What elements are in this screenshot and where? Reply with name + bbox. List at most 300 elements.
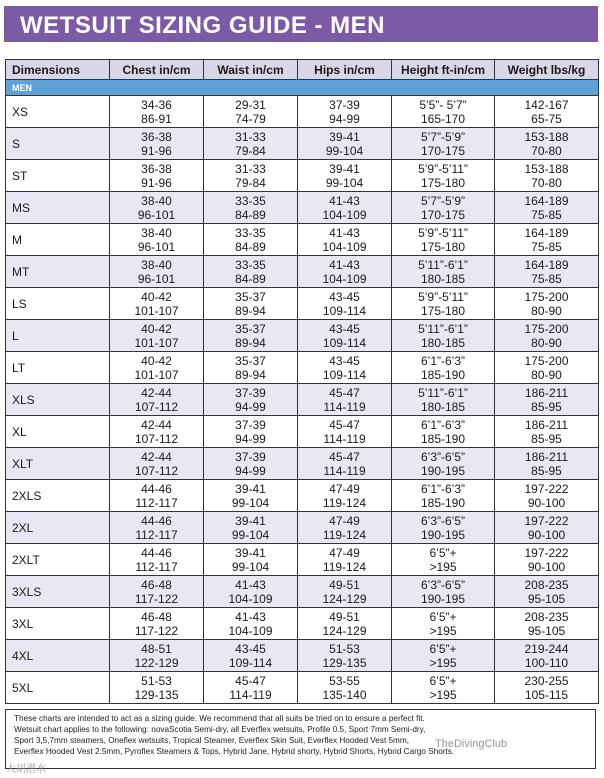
weight-imperial: 197-222 (524, 545, 569, 560)
height-cell (392, 352, 495, 384)
hips-metric: 114-119 (323, 399, 366, 414)
size-label: 3XL (6, 608, 110, 640)
watermark-right: TheDivingClub (435, 738, 508, 750)
waist-cell (204, 384, 298, 416)
hips-imperial: 43-45 (329, 353, 360, 368)
hips-cell (298, 416, 392, 448)
chest-imperial: 46-48 (141, 577, 172, 592)
note-line: These charts are intended to act as a sizing guide. We recommend that all suits be tried on to ensure a perfect fit. (14, 714, 425, 723)
height-imperial: 6’1”-6’3” (420, 481, 465, 496)
weight-cell (495, 320, 599, 352)
hips-metric: 99-104 (325, 175, 364, 190)
table-row (6, 352, 599, 384)
hips-imperial: 47-49 (329, 545, 360, 560)
chest-cell (110, 256, 204, 288)
chest-metric: 96-101 (137, 271, 176, 286)
waist-imperial: 33-35 (235, 193, 266, 208)
weight-imperial: 153-188 (524, 129, 569, 144)
chest-metric: 91-96 (141, 175, 172, 190)
size-label: LS (6, 288, 110, 320)
chest-metric: 107-112 (134, 463, 179, 478)
weight-imperial: 208-235 (524, 609, 569, 624)
waist-cell (204, 256, 298, 288)
waist-metric: 79-84 (235, 143, 266, 158)
weight-metric: 90-100 (527, 495, 566, 510)
chest-imperial: 51-53 (141, 673, 172, 688)
waist-metric: 84-89 (235, 207, 266, 222)
weight-cell (495, 192, 599, 224)
height-cell (392, 544, 495, 576)
waist-cell (204, 544, 298, 576)
chest-imperial: 40-42 (141, 353, 172, 368)
hips-cell (298, 160, 392, 192)
table-row (6, 320, 599, 352)
table-row (6, 576, 599, 608)
height-metric: 175-180 (420, 239, 466, 254)
weight-metric: 105-115 (524, 687, 569, 702)
weight-cell (495, 640, 599, 672)
height-imperial: 5’9”-5’11” (418, 289, 468, 304)
hips-imperial: 45-47 (329, 417, 360, 432)
height-cell (392, 416, 495, 448)
size-label: 2XLT (6, 544, 110, 576)
hips-imperial: 51-53 (329, 641, 360, 656)
chest-cell (110, 384, 204, 416)
hips-cell (298, 480, 392, 512)
height-imperial: 6’1”-6’3” (420, 353, 465, 368)
height-imperial: 5’11”-6’1” (418, 385, 468, 400)
weight-cell (495, 384, 599, 416)
size-label: 4XL (6, 640, 110, 672)
chest-cell (110, 160, 204, 192)
weight-cell (495, 512, 599, 544)
weight-metric: 75-85 (531, 239, 562, 254)
waist-imperial: 43-45 (235, 641, 266, 656)
waist-imperial: 41-43 (235, 609, 266, 624)
weight-imperial: 230-255 (524, 673, 569, 688)
hips-cell (298, 672, 392, 704)
height-imperial: 5’11”-6’1” (418, 321, 468, 336)
height-cell (392, 192, 495, 224)
hips-imperial: 47-49 (329, 513, 360, 528)
hips-cell (298, 128, 392, 160)
chest-imperial: 36-38 (141, 129, 172, 144)
hips-metric: 109-114 (322, 303, 367, 318)
chest-imperial: 40-42 (141, 321, 172, 336)
waist-metric: 94-99 (235, 431, 266, 446)
height-metric: 185-190 (420, 367, 466, 382)
height-cell (392, 160, 495, 192)
chest-cell (110, 672, 204, 704)
weight-metric: 75-85 (531, 271, 562, 286)
hips-cell (298, 192, 392, 224)
waist-imperial: 29-31 (235, 97, 266, 112)
chest-metric: 101-107 (134, 303, 179, 318)
table-row (6, 256, 599, 288)
hips-imperial: 39-41 (329, 161, 360, 176)
weight-cell (495, 160, 599, 192)
size-label: XS (6, 96, 110, 128)
height-imperial: 5’7”-5’9” (420, 129, 465, 144)
chest-metric: 96-101 (137, 239, 176, 254)
height-imperial: 5’5”- 5’7” (419, 97, 467, 112)
hips-metric: 99-104 (325, 143, 364, 158)
hips-cell (298, 608, 392, 640)
chest-imperial: 38-40 (141, 193, 172, 208)
waist-imperial: 35-37 (235, 321, 266, 336)
header-hips: Hips in/cm (298, 60, 392, 80)
chest-metric: 117-122 (134, 591, 179, 606)
waist-cell (204, 576, 298, 608)
table-row (6, 448, 599, 480)
chest-cell (110, 288, 204, 320)
size-label: 2XLS (6, 480, 110, 512)
header-waist: Waist in/cm (204, 60, 298, 80)
weight-imperial: 186-211 (524, 417, 569, 432)
weight-cell (495, 288, 599, 320)
waist-metric: 99-104 (231, 495, 270, 510)
height-cell (392, 576, 495, 608)
waist-metric: 74-79 (235, 111, 266, 126)
height-imperial: 5’7”-5’9” (420, 193, 465, 208)
weight-metric: 85-95 (531, 399, 562, 414)
waist-imperial: 41-43 (235, 577, 266, 592)
height-imperial: 6’5”+ (429, 673, 457, 688)
waist-cell (204, 352, 298, 384)
size-label: 5XL (6, 672, 110, 704)
chest-cell (110, 448, 204, 480)
hips-metric: 104-109 (322, 207, 367, 222)
hips-metric: 104-109 (322, 271, 367, 286)
height-metric: 170-175 (420, 207, 466, 222)
waist-cell (204, 512, 298, 544)
chest-metric: 129-135 (134, 687, 179, 702)
hips-imperial: 47-49 (329, 481, 360, 496)
waist-imperial: 37-39 (235, 417, 266, 432)
header-chest: Chest in/cm (110, 60, 204, 80)
weight-cell (495, 128, 599, 160)
header-dimensions: Dimensions (6, 60, 110, 80)
hips-cell (298, 256, 392, 288)
height-cell (392, 320, 495, 352)
hips-metric: 109-114 (322, 367, 367, 382)
waist-cell (204, 640, 298, 672)
hips-metric: 135-140 (322, 687, 367, 702)
weight-imperial: 175-200 (524, 353, 569, 368)
size-label: 2XL (6, 512, 110, 544)
size-label: LT (6, 352, 110, 384)
size-label: MS (6, 192, 110, 224)
weight-metric: 70-80 (531, 143, 562, 158)
height-metric: 185-190 (420, 495, 466, 510)
size-label: XL (6, 416, 110, 448)
height-cell (392, 480, 495, 512)
chest-cell (110, 320, 204, 352)
hips-imperial: 41-43 (329, 193, 360, 208)
chest-cell (110, 640, 204, 672)
weight-imperial: 142-167 (524, 97, 569, 112)
weight-cell (495, 544, 599, 576)
height-imperial: 6’1”-6’3” (420, 417, 465, 432)
height-imperial: 6’5”+ (429, 545, 457, 560)
note-line: Sport 3,5,7mm steamers, Oneflex wetsuits, Tropical Steamer, Everflex Skin Suit, Everflex Hooded Vest 5mm, (14, 736, 409, 745)
weight-cell (495, 352, 599, 384)
waist-metric: 99-104 (231, 527, 270, 542)
weight-cell (495, 224, 599, 256)
table-row (6, 416, 599, 448)
sizing-table (5, 59, 599, 704)
weight-metric: 95-105 (527, 591, 566, 606)
size-label: L (6, 320, 110, 352)
height-cell (392, 640, 495, 672)
waist-cell (204, 448, 298, 480)
chest-metric: 107-112 (134, 399, 179, 414)
weight-imperial: 197-222 (524, 481, 569, 496)
hips-metric: 119-124 (322, 559, 367, 574)
height-metric: 165-170 (420, 111, 466, 126)
weight-metric: 90-100 (527, 559, 566, 574)
weight-metric: 85-95 (531, 431, 562, 446)
hips-cell (298, 448, 392, 480)
hips-cell (298, 384, 392, 416)
waist-metric: 104-109 (228, 623, 273, 638)
weight-metric: 70-80 (531, 175, 562, 190)
table-row (6, 608, 599, 640)
height-imperial: 6’3”-6’5” (420, 513, 465, 528)
chest-metric: 112-117 (135, 559, 178, 574)
chest-imperial: 42-44 (141, 449, 172, 464)
height-metric: 180-185 (420, 399, 466, 414)
height-metric: 180-185 (420, 335, 466, 350)
chest-metric: 117-122 (134, 623, 179, 638)
height-cell (392, 128, 495, 160)
table-row (6, 640, 599, 672)
weight-cell (495, 416, 599, 448)
chest-imperial: 44-46 (141, 481, 172, 496)
title-banner (4, 6, 598, 42)
hips-imperial: 49-51 (329, 609, 360, 624)
weight-metric: 95-105 (527, 623, 566, 638)
waist-cell (204, 128, 298, 160)
hips-cell (298, 576, 392, 608)
weight-metric: 90-100 (527, 527, 566, 542)
waist-metric: 99-104 (231, 559, 270, 574)
height-imperial: 6’5”+ (429, 641, 457, 656)
chest-imperial: 44-46 (141, 513, 172, 528)
weight-cell (495, 480, 599, 512)
weight-imperial: 186-211 (524, 385, 569, 400)
weight-metric: 85-95 (531, 463, 562, 478)
height-cell (392, 224, 495, 256)
waist-imperial: 45-47 (235, 673, 266, 688)
section-row-men (6, 80, 599, 96)
note-line: Wetsuit chart applies to the following: novaScotia Semi-dry, all Everflex wetsuits, Profile 0.5, Sport 7mm Semi-dry, (14, 725, 426, 734)
size-label: XLS (6, 384, 110, 416)
weight-metric: 80-90 (531, 335, 562, 350)
chest-cell (110, 128, 204, 160)
waist-cell (204, 192, 298, 224)
hips-metric: 119-124 (322, 495, 367, 510)
weight-imperial: 175-200 (524, 321, 569, 336)
waist-cell (204, 672, 298, 704)
weight-imperial: 208-235 (524, 577, 569, 592)
height-metric: >195 (429, 655, 457, 670)
weight-imperial: 219-244 (524, 641, 569, 656)
table-row (6, 160, 599, 192)
hips-imperial: 43-45 (329, 289, 360, 304)
hips-metric: 124-129 (322, 591, 367, 606)
hips-imperial: 39-41 (329, 129, 360, 144)
table-row (6, 192, 599, 224)
waist-cell (204, 96, 298, 128)
height-metric: 175-180 (420, 175, 466, 190)
waist-imperial: 39-41 (235, 513, 266, 528)
chest-imperial: 46-48 (141, 609, 172, 624)
waist-metric: 94-99 (235, 399, 266, 414)
weight-metric: 65-75 (531, 111, 562, 126)
waist-metric: 89-94 (235, 367, 266, 382)
waist-metric: 79-84 (235, 175, 266, 190)
height-cell (392, 672, 495, 704)
height-metric: 170-175 (420, 143, 466, 158)
waist-cell (204, 224, 298, 256)
weight-metric: 100-110 (524, 655, 569, 670)
height-imperial: 6’5”+ (429, 609, 457, 624)
waist-cell (204, 480, 298, 512)
hips-imperial: 41-43 (329, 225, 360, 240)
size-label: 3XLS (6, 576, 110, 608)
hips-metric: 114-119 (323, 431, 366, 446)
hips-imperial: 45-47 (329, 449, 360, 464)
size-label: XLT (6, 448, 110, 480)
table-row (6, 288, 599, 320)
weight-metric: 80-90 (531, 367, 562, 382)
table-row (6, 672, 599, 704)
height-imperial: 6’3”-6’5” (420, 449, 465, 464)
hips-imperial: 49-51 (329, 577, 360, 592)
hips-cell (298, 96, 392, 128)
waist-cell (204, 320, 298, 352)
hips-imperial: 53-55 (329, 673, 360, 688)
hips-cell (298, 320, 392, 352)
weight-imperial: 164-189 (524, 257, 569, 272)
table-row (6, 480, 599, 512)
chest-cell (110, 608, 204, 640)
hips-cell (298, 288, 392, 320)
chest-imperial: 40-42 (141, 289, 172, 304)
hips-metric: 109-114 (322, 335, 367, 350)
hips-cell (298, 352, 392, 384)
waist-imperial: 33-35 (235, 257, 266, 272)
waist-imperial: 31-33 (235, 129, 266, 144)
waist-imperial: 37-39 (235, 385, 266, 400)
hips-imperial: 43-45 (329, 321, 360, 336)
size-label: ST (6, 160, 110, 192)
hips-metric: 119-124 (322, 527, 367, 542)
weight-metric: 75-85 (531, 207, 562, 222)
waist-imperial: 39-41 (235, 481, 266, 496)
table-row (6, 96, 599, 128)
weight-cell (495, 96, 599, 128)
waist-metric: 94-99 (235, 463, 266, 478)
waist-metric: 84-89 (235, 271, 266, 286)
chest-metric: 101-107 (134, 335, 179, 350)
header-height: Height ft-in/cm (392, 60, 495, 80)
waist-imperial: 39-41 (235, 545, 266, 560)
header-weight: Weight lbs/kg (495, 60, 599, 80)
size-label: M (6, 224, 110, 256)
hips-metric: 104-109 (322, 239, 367, 254)
waist-cell (204, 288, 298, 320)
table-row (6, 512, 599, 544)
hips-imperial: 45-47 (329, 385, 360, 400)
chest-imperial: 42-44 (141, 385, 172, 400)
chest-metric: 91-96 (141, 143, 172, 158)
height-cell (392, 512, 495, 544)
weight-cell (495, 576, 599, 608)
height-imperial: 6’3”-6’5” (420, 577, 465, 592)
size-label: S (6, 128, 110, 160)
chest-imperial: 38-40 (141, 225, 172, 240)
chest-cell (110, 192, 204, 224)
size-label: MT (6, 256, 110, 288)
hips-cell (298, 512, 392, 544)
chest-imperial: 48-51 (141, 641, 172, 656)
weight-imperial: 164-189 (524, 225, 569, 240)
waist-imperial: 31-33 (235, 161, 266, 176)
chest-cell (110, 480, 204, 512)
chest-imperial: 36-38 (141, 161, 172, 176)
height-cell (392, 288, 495, 320)
height-cell (392, 96, 495, 128)
waist-cell (204, 160, 298, 192)
chest-metric: 112-117 (135, 495, 178, 510)
chest-metric: 112-117 (135, 527, 178, 542)
weight-imperial: 197-222 (524, 513, 569, 528)
weight-cell (495, 608, 599, 640)
hips-metric: 129-135 (322, 655, 367, 670)
weight-cell (495, 448, 599, 480)
chest-cell (110, 512, 204, 544)
height-cell (392, 608, 495, 640)
hips-cell (298, 640, 392, 672)
notes-box (5, 709, 596, 769)
chest-metric: 122-129 (134, 655, 179, 670)
height-metric: >195 (429, 623, 457, 638)
page-title: WETSUIT SIZING GUIDE - MEN (20, 12, 385, 39)
height-metric: 190-195 (420, 591, 466, 606)
height-imperial: 5’9”-5’11” (418, 225, 468, 240)
waist-metric: 109-114 (228, 655, 273, 670)
waist-imperial: 37-39 (235, 449, 266, 464)
height-metric: 190-195 (420, 463, 466, 478)
watermark-left: 大胡潜水 (6, 764, 46, 775)
height-metric: 190-195 (420, 527, 466, 542)
chest-cell (110, 96, 204, 128)
chest-cell (110, 576, 204, 608)
weight-metric: 80-90 (531, 303, 562, 318)
hips-cell (298, 544, 392, 576)
table-row (6, 128, 599, 160)
weight-imperial: 186-211 (524, 449, 569, 464)
chest-imperial: 44-46 (141, 545, 172, 560)
chest-metric: 96-101 (137, 207, 176, 222)
table-row (6, 224, 599, 256)
chest-cell (110, 544, 204, 576)
hips-metric: 94-99 (329, 111, 360, 126)
height-cell (392, 256, 495, 288)
waist-metric: 84-89 (235, 239, 266, 254)
